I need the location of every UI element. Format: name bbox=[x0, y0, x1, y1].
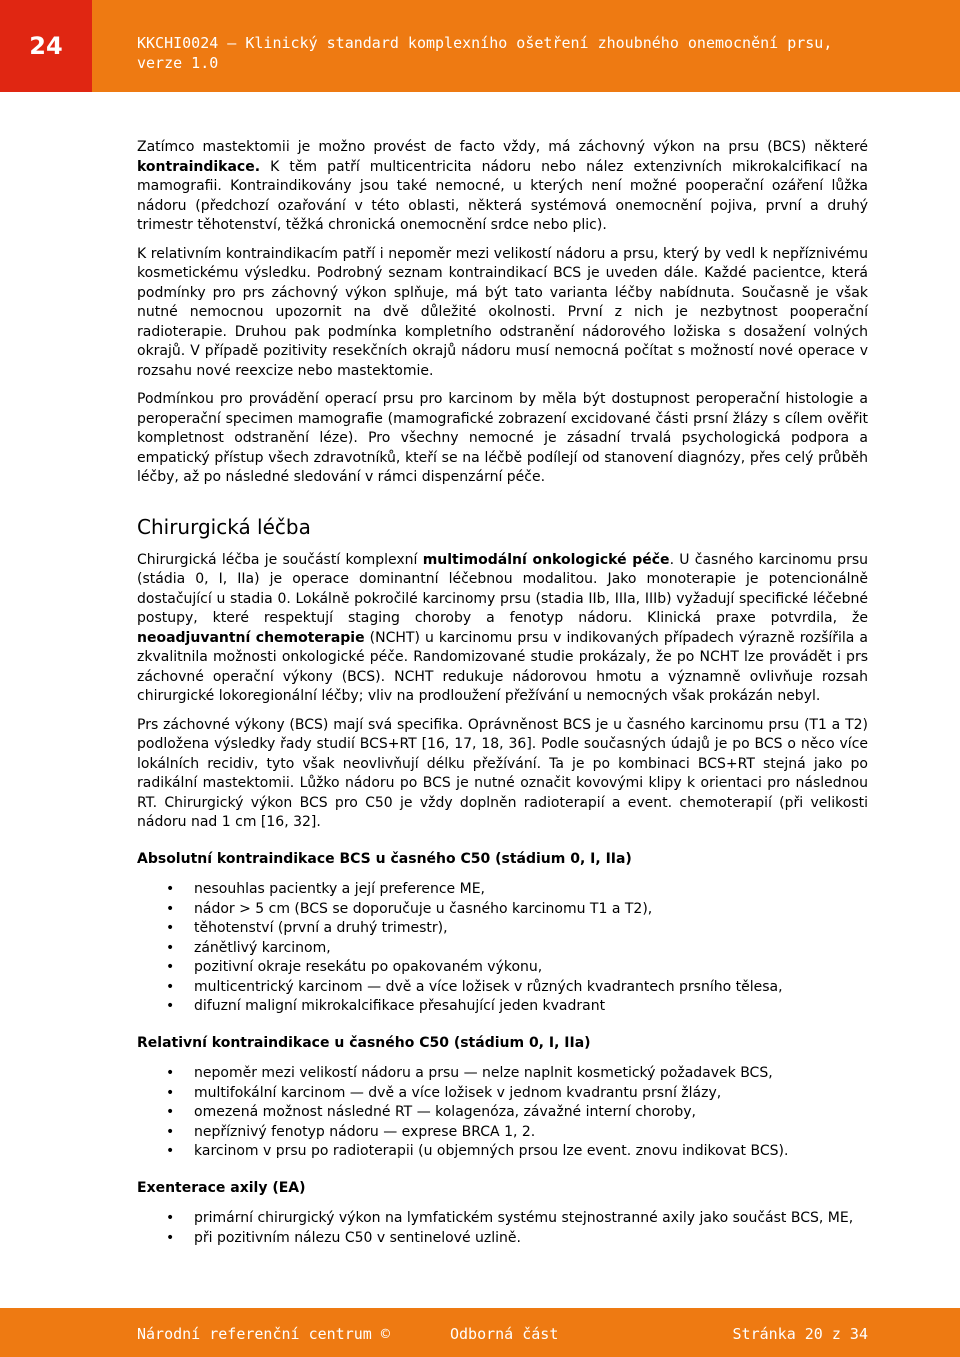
bold-term-multimodal: multimodální onkologické péče bbox=[422, 551, 670, 568]
list-item: • těhotenství (první a druhý trimestr), bbox=[194, 919, 868, 939]
list-item: • při pozitivním nálezu C50 v sentinelové uzlině. bbox=[194, 1229, 868, 1249]
list-item: • primární chirurgický výkon na lymfatickém systému stejnostranné axily jako součást BCS, ME, bbox=[194, 1209, 868, 1229]
paragraph-surgery-intro: Chirurgická léčba je součástí komplexní multimodální onkologické péče. U časného karcinomu prsu (stádia 0, I, IIa) je operace dominantní léčebnou modalitou. Jako monoterapie je potencionálně dostačující u stadia 0. Lokálně pokročilé karcinomy prsu (stadia IIb, IIIa, IIIb) vyžadují specifické léčebné postupy, které respektují staging choroby a fenotyp nádoru. Klinická praxe potvrdila, že neoadjuvantní chemoterapie (NCHT) u karcinomu prsu v indikovaných případech výrazně rozšířila a zkvalitnila možnosti onkologické péče. Randomizované studie prokázaly, že po NCHT lze provádět i prs záchovné operační výkony (BCS). NCHT redukuje nádorovou hmotu a významně ovlivňuje rozsah chirurgické lokoregionální léčby; vliv na prodloužení přežívání u nemocných však prokázán nebyl. bbox=[137, 551, 869, 704]
footer-page-count: Stránka 20 z 34 bbox=[732, 1325, 868, 1343]
page-number-badge: 24 bbox=[0, 0, 92, 92]
list-item: • karcinom v prsu po radioterapii (u objemných prsou lze event. znovu indikovat BCS). bbox=[194, 1142, 868, 1162]
document-title: KKCHI0024 — Klinický standard komplexního ošetření zhoubného onemocnění prsu, verze 1.0 bbox=[137, 34, 833, 72]
paragraph-contraindications: Zatímco mastektomii je možno provést de facto vždy, má záchovný výkon na prsu (BCS) některé kontraindikace. K těm patří multicentricita nádoru nebo nález extenzivních mikrokalcifikací na mamografii. Kontraindikovány jsou také nemocné, u kterých není možné pooperační ozáření lůžka nádoru (předchozí ozařování v této oblasti, některá systémová onemocnění pojiva, první a druhý trimestr těhotenství, těžká chronická onemocnění srdce nebo plic). bbox=[137, 139, 868, 233]
bold-term-neoadjuvant: neoadjuvantní chemoterapie bbox=[137, 629, 365, 646]
section-heading-surgery: Chirurgická léčba bbox=[137, 514, 311, 539]
list-item: • pozitivní okraje resekátu po opakovaném výkonu, bbox=[194, 958, 868, 978]
list-axilla bbox=[137, 1209, 868, 1248]
subheading-absolute-contraindications: Absolutní kontraindikace BCS u časného C50 (stádium 0, I, IIa) bbox=[137, 850, 632, 867]
list-item: • difuzní maligní mikrokalcifikace přesahující jeden kvadrant bbox=[194, 997, 868, 1017]
list-item: • nepoměr mezi velikostí nádoru a prsu — nelze naplnit kosmetický požadavek BCS, bbox=[194, 1064, 868, 1084]
page-footer bbox=[0, 1308, 960, 1357]
page-header bbox=[0, 0, 960, 92]
bold-term-kontraindikace: kontraindikace. bbox=[137, 158, 261, 175]
footer-organization: Národní referenční centrum © bbox=[137, 1325, 390, 1343]
list-item: • nepříznivý fenotyp nádoru — exprese BRCA 1, 2. bbox=[194, 1123, 868, 1143]
paragraph-relative-contraindications: K relativním kontraindikacím patří i nepoměr mezi velikostí nádoru a prsu, který by vedl k nepříznivému kosmetickému výsledku. Podrobný seznam kontraindikací BCS je uveden dále. Každé pacientce, která podmínky pro prs záchovný výkon splňuje, má být tato varianta léčby nabídnuta. Současně je však nutné nemocnou upozornit na dvě důležité okolnosti. První z nich je nezbytnost pooperační radioterapie. Druhou pak podmínka kompletního odstranění nádorového ložiska s dosažení volných okrajů. V případě pozitivity resekčních okrajů nádoru musí nemocná počítat s možností nové operace v rozsahu nové reexcize nebo mastektomie. bbox=[137, 245, 868, 379]
list-absolute-contraindications bbox=[137, 880, 868, 1017]
document-body bbox=[137, 138, 868, 1248]
paragraph-conditions: Podmínkou pro provádění operací prsu pro karcinom by měla být dostupnost peroperační histologie a peroperační specimen mamografie (mamografické zobrazení excidované části prsní žlázy s cílem ověřit kompletnost odstranění léze). Pro všechny nemocné je zásadní trvalá psychologická podpora a empatický přístup všech zdravotníků, kteří se na léčbě podílejí od stanovení diagnózy, přes celý průběh léčby, až po následné sledování v rámci dispenzární péče. bbox=[137, 391, 868, 485]
subheading-relative-contraindications: Relativní kontraindikace u časného C50 (stádium 0, I, IIa) bbox=[137, 1034, 591, 1051]
list-relative-contraindications bbox=[137, 1064, 868, 1162]
list-item: • nesouhlas pacientky a její preference ME, bbox=[194, 880, 868, 900]
list-item: • multicentrický karcinom — dvě a více ložisek v různých kvadrantech prsního tělesa, bbox=[194, 978, 868, 998]
subheading-axilla: Exenterace axily (EA) bbox=[137, 1179, 306, 1196]
list-item: • multifokální karcinom — dvě a více ložisek v jednom kvadrantu prsní žlázy, bbox=[194, 1084, 868, 1104]
list-item: • nádor > 5 cm (BCS se doporučuje u časného karcinomu T1 a T2), bbox=[194, 900, 868, 920]
paragraph-bcs: Prs záchovné výkony (BCS) mají svá specifika. Oprávněnost BCS je u časného karcinomu prsu (T1 a T2) podložena výsledky řady studií BCS+RT [16, 17, 18, 36]. Podle současných údajů je po BCS o něco více lokálních recidiv, tyto však neovlivňují délku přežívání. Ta je po kombinaci BCS+RT stejná jako po radikální mastektomii. Lůžko nádoru po BCS je nutné označit kovovými klipy k orientaci pro následnou RT. Chirurgický výkon BCS pro C50 je vždy doplněn radioterapií a event. chemoterapií (při velikosti nádoru nad 1 cm [16, 32]. bbox=[137, 716, 868, 830]
list-item: • omezená možnost následné RT — kolagenóza, závažné interní choroby, bbox=[194, 1103, 868, 1123]
list-item: • zánětlivý karcinom, bbox=[194, 939, 868, 959]
footer-section: Odborná část bbox=[450, 1325, 559, 1343]
